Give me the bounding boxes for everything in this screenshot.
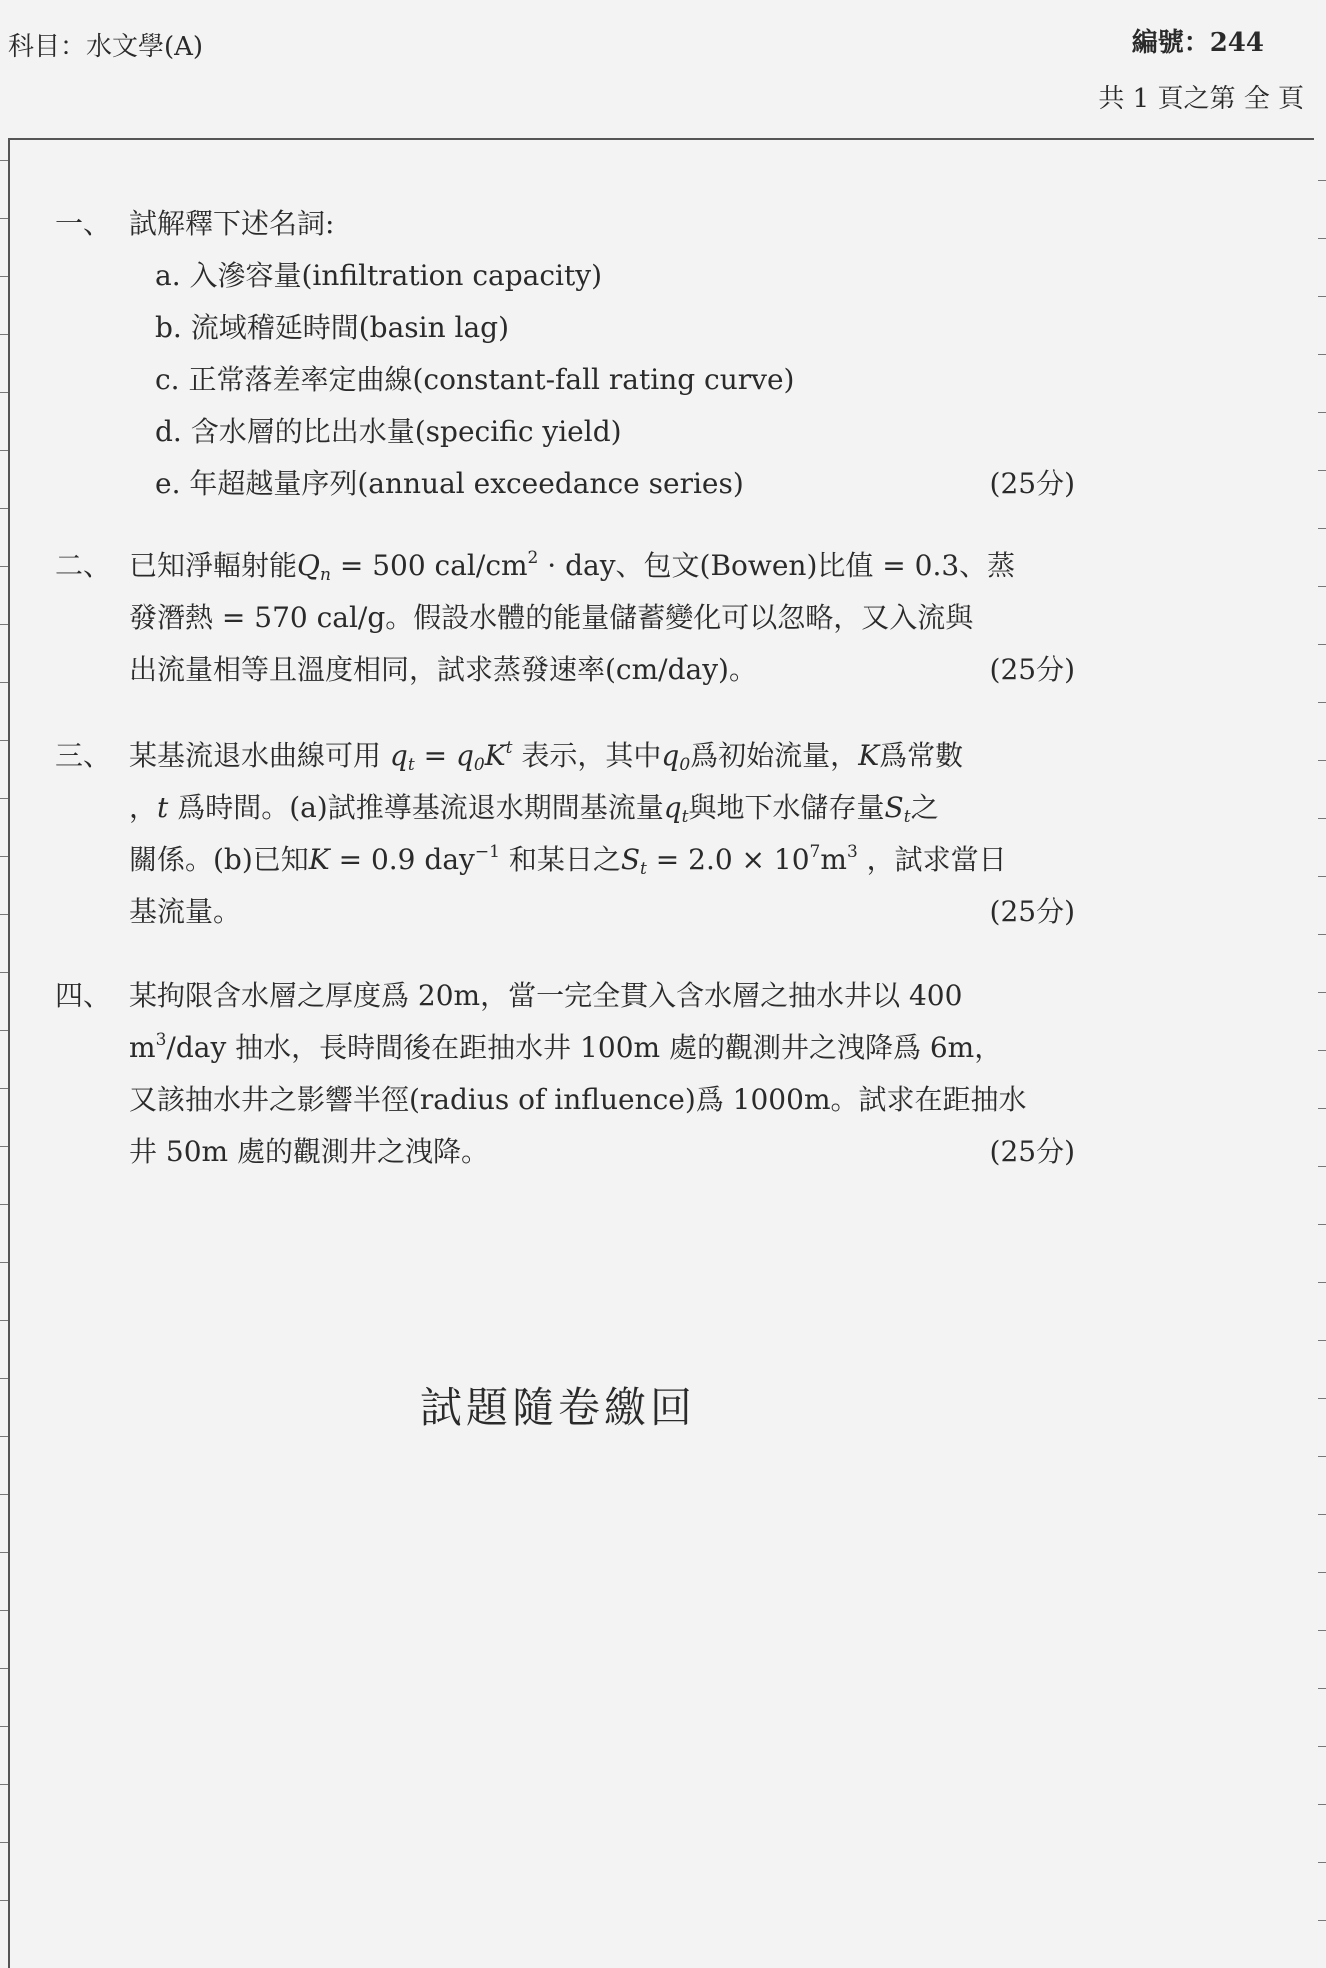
question-line bbox=[129, 1126, 1075, 1178]
margin-tick bbox=[0, 1784, 8, 1785]
superscript: 2 bbox=[527, 548, 539, 568]
margin-tick bbox=[0, 392, 8, 393]
margin-tick bbox=[0, 1378, 8, 1379]
text-span: 某基流退水曲線可用 bbox=[129, 739, 382, 772]
text-span: 爲時間。(a)試推導基流退水期間基流量 bbox=[177, 791, 664, 824]
margin-tick bbox=[0, 1088, 8, 1089]
margin-tick bbox=[1318, 818, 1326, 819]
margin-tick bbox=[0, 1494, 8, 1495]
margin-tick bbox=[0, 1030, 8, 1031]
superscript: 7 bbox=[809, 842, 821, 862]
term-item: b. 流域稽延時間(basin lag) bbox=[155, 311, 510, 344]
margin-tick bbox=[0, 1320, 8, 1321]
score-label: (25分) bbox=[989, 895, 1075, 928]
margin-tick bbox=[0, 914, 8, 915]
question-1 bbox=[55, 198, 1075, 510]
math-symbol: $q_t$ bbox=[663, 791, 689, 827]
term-text: e. 年超越量序列(annual exceedance series) bbox=[155, 467, 744, 500]
margin-tick bbox=[1318, 238, 1326, 239]
margin-tick bbox=[1318, 1514, 1326, 1515]
margin-tick bbox=[0, 624, 8, 625]
text-span: · day、包文(Bowen)比值 = 0.3、蒸 bbox=[547, 549, 1016, 582]
margin-tick bbox=[1318, 180, 1326, 181]
margin-tick bbox=[0, 1262, 8, 1263]
margin-tick bbox=[1318, 1746, 1326, 1747]
margin-tick bbox=[1318, 1572, 1326, 1573]
text-span: = 2.0 × 10 bbox=[655, 843, 810, 876]
margin-tick bbox=[1318, 296, 1326, 297]
margin-tick bbox=[0, 740, 8, 741]
margin-tick bbox=[0, 1146, 8, 1147]
math-symbol: $Q_n$ bbox=[297, 549, 331, 585]
question-line bbox=[129, 644, 1075, 696]
margin-tick bbox=[0, 856, 8, 857]
margin-tick bbox=[1318, 586, 1326, 587]
question-line bbox=[129, 782, 1075, 834]
margin-tick bbox=[1318, 1282, 1326, 1283]
question-line bbox=[129, 886, 1075, 938]
page-count: 共 1 頁之第 全 頁 bbox=[1098, 84, 1304, 114]
margin-tick bbox=[1318, 1456, 1326, 1457]
math-symbol: $S_t$ bbox=[884, 791, 911, 827]
margin-tick bbox=[1318, 1166, 1326, 1167]
text-span: 表示，其中 bbox=[521, 739, 662, 772]
margin-tick bbox=[0, 1668, 8, 1669]
margin-tick bbox=[0, 160, 8, 161]
margin-tick bbox=[1318, 760, 1326, 761]
margin-tick bbox=[1318, 1630, 1326, 1631]
margin-tick bbox=[1318, 354, 1326, 355]
question-line bbox=[129, 730, 1075, 782]
superscript: 3 bbox=[846, 842, 858, 862]
text-span: 和某日之 bbox=[508, 843, 621, 876]
text-span: /day 抽水，長時間後在距抽水井 100m 處的觀測井之洩降爲 6m， bbox=[166, 1031, 1003, 1064]
term-item: d. 含水層的比出水量(specific yield) bbox=[155, 415, 622, 448]
math-formula: $q_t = q_0K^t$ bbox=[389, 738, 513, 775]
question-number: 四、 bbox=[55, 979, 112, 1012]
return-notice: 試題隨卷繳回 bbox=[420, 1383, 697, 1432]
question-line bbox=[129, 540, 1075, 592]
term-item-last bbox=[129, 458, 1075, 510]
margin-tick bbox=[1318, 1688, 1326, 1689]
text-span: = 500 cal/cm bbox=[339, 549, 528, 582]
margin-tick bbox=[0, 1204, 8, 1205]
margin-tick bbox=[1318, 1804, 1326, 1805]
question-2 bbox=[55, 540, 1075, 696]
text-span: 基流量。 bbox=[129, 895, 242, 928]
margin-tick bbox=[0, 334, 8, 335]
question-line: 又該抽水井之影響半徑(radius of influence)爲 1000m。試求在距抽水 bbox=[129, 1083, 1027, 1116]
question-intro: 試解釋下述名詞: bbox=[129, 207, 335, 240]
margin-tick bbox=[1318, 934, 1326, 935]
text-span: 關係。(b)已知 bbox=[129, 843, 309, 876]
text-span: 與地下水儲存量 bbox=[688, 791, 885, 824]
question-number: 三、 bbox=[55, 739, 112, 772]
margin-tick bbox=[0, 1726, 8, 1727]
margin-tick bbox=[0, 1900, 8, 1901]
margin-tick bbox=[0, 508, 8, 509]
math-symbol: K bbox=[858, 739, 880, 772]
text-span: 爲常數 bbox=[879, 739, 964, 772]
question-line bbox=[129, 1022, 1075, 1074]
math-symbol: $q_0$ bbox=[661, 739, 691, 775]
margin-tick bbox=[1318, 702, 1326, 703]
superscript: 3 bbox=[155, 1030, 167, 1050]
text-span: m bbox=[820, 843, 847, 876]
margin-tick bbox=[0, 1842, 8, 1843]
margin-tick bbox=[0, 798, 8, 799]
question-line: 某拘限含水層之厚度爲 20m，當一完全貫入含水層之抽水井以 400 bbox=[129, 979, 963, 1012]
question-4 bbox=[55, 970, 1075, 1178]
text-span: m bbox=[129, 1031, 156, 1064]
question-3 bbox=[55, 730, 1075, 938]
exam-code: 編號：244 bbox=[1131, 28, 1264, 58]
margin-tick bbox=[0, 1552, 8, 1553]
margin-tick bbox=[1318, 1108, 1326, 1109]
margin-tick bbox=[1318, 1340, 1326, 1341]
math-symbol: K bbox=[308, 843, 330, 876]
margin-tick bbox=[1318, 412, 1326, 413]
margin-tick bbox=[0, 972, 8, 973]
margin-tick bbox=[1318, 470, 1326, 471]
margin-tick bbox=[0, 276, 8, 277]
question-number: 一、 bbox=[55, 207, 112, 240]
text-span: 出流量相等且溫度相同，試求蒸發速率(cm/day)。 bbox=[129, 653, 757, 686]
margin-tick bbox=[1318, 1398, 1326, 1399]
margin-tick bbox=[0, 1436, 8, 1437]
margin-tick bbox=[1318, 1050, 1326, 1051]
term-item: a. 入滲容量(infiltration capacity) bbox=[155, 259, 602, 292]
superscript: −1 bbox=[474, 842, 500, 862]
margin-tick bbox=[1318, 1920, 1326, 1921]
margin-tick bbox=[0, 450, 8, 451]
margin-tick bbox=[1318, 528, 1326, 529]
text-span: 已知淨輻射能 bbox=[129, 549, 298, 582]
math-symbol: t bbox=[157, 791, 169, 824]
question-line: 發潛熱 = 570 cal/g。假設水體的能量儲蓄變化可以忽略，又入流與 bbox=[129, 601, 974, 634]
text-span: ，試求當日 bbox=[866, 843, 1007, 876]
text-span: 之 bbox=[910, 791, 939, 824]
exam-subject: 科目：水文學(A) bbox=[8, 32, 204, 62]
margin-tick bbox=[1318, 992, 1326, 993]
text-span: 井 50m 處的觀測井之洩降。 bbox=[129, 1135, 489, 1168]
score-label: (25分) bbox=[989, 1135, 1075, 1168]
margin-tick bbox=[0, 218, 8, 219]
margin-tick bbox=[1318, 644, 1326, 645]
score-label: (25分) bbox=[989, 467, 1075, 500]
margin-tick bbox=[1318, 876, 1326, 877]
text-span: 爲初始流量， bbox=[690, 739, 859, 772]
margin-tick bbox=[1318, 1862, 1326, 1863]
text-span: ， bbox=[129, 791, 158, 824]
term-item: c. 正常落差率定曲線(constant-fall rating curve) bbox=[155, 363, 795, 396]
margin-tick bbox=[0, 682, 8, 683]
question-line bbox=[129, 834, 1075, 886]
margin-tick bbox=[1318, 1224, 1326, 1225]
math-symbol: $S_t$ bbox=[620, 843, 647, 879]
score-label: (25分) bbox=[989, 653, 1075, 686]
text-span: = 0.9 day bbox=[338, 843, 475, 876]
margin-tick bbox=[0, 1610, 8, 1611]
question-number: 二、 bbox=[55, 549, 112, 582]
margin-tick bbox=[0, 566, 8, 567]
